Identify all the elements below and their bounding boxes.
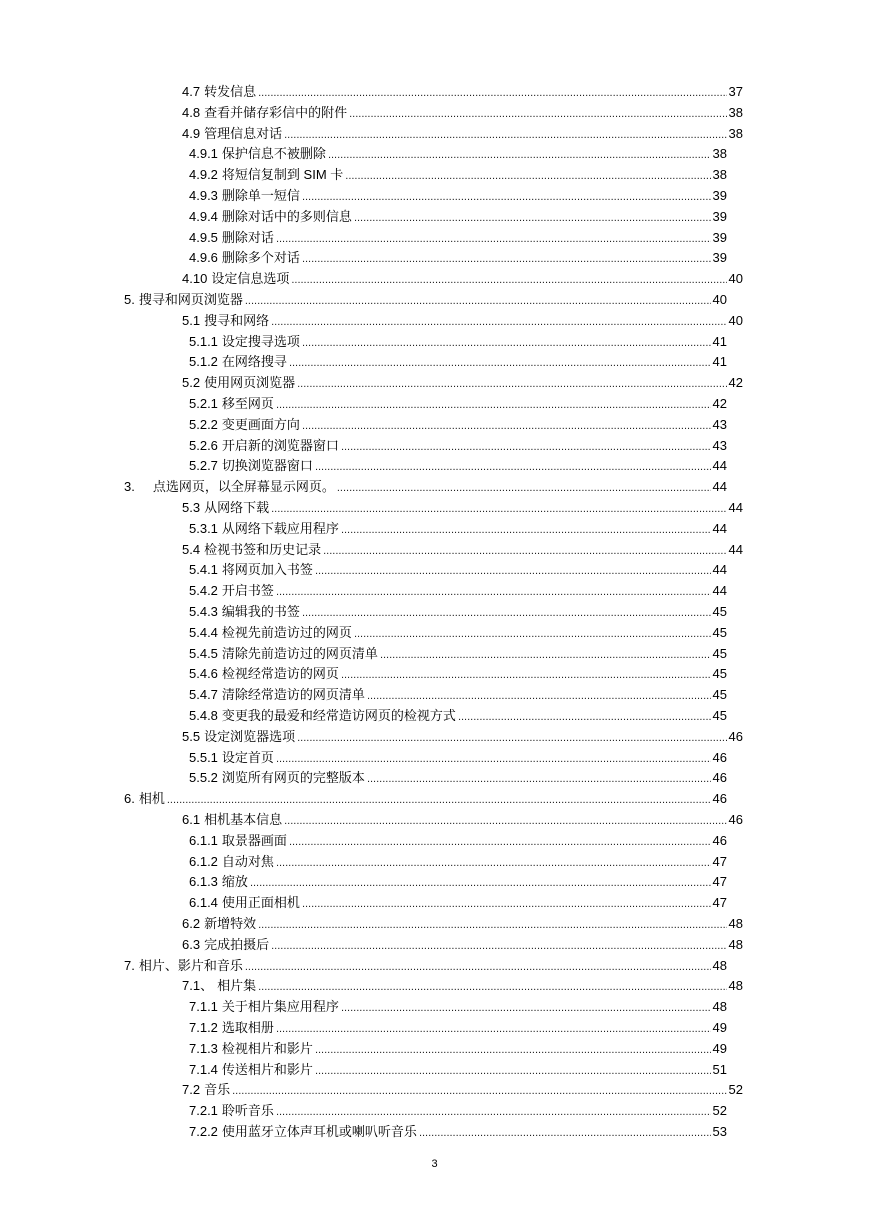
toc-entry[interactable] (124, 789, 727, 809)
toc-entry[interactable] (189, 623, 727, 643)
toc-entry-number: 6.1.4 (189, 895, 218, 911)
toc-entry-page: 48 (728, 978, 743, 994)
toc-entry[interactable] (182, 727, 743, 747)
toc-entry-title: 删除多个对话 (221, 250, 300, 266)
toc-entry[interactable] (189, 602, 727, 622)
toc-entry[interactable] (182, 914, 743, 934)
toc-entry[interactable] (189, 519, 727, 539)
toc-entry-title: 搜寻和网络 (204, 312, 270, 328)
toc-entry-number: 5.1.2 (189, 354, 218, 370)
toc-entry-title: 检视相片和影片 (221, 1040, 313, 1056)
toc-entry-number: 5.4.1 (189, 562, 218, 578)
dot-leader (349, 103, 726, 124)
dot-leader (291, 269, 726, 290)
toc-entry-page: 41 (712, 354, 727, 370)
toc-entry[interactable] (124, 290, 727, 310)
dot-leader (276, 228, 711, 249)
toc-entry[interactable] (189, 1060, 727, 1080)
dot-leader (328, 144, 711, 165)
toc-entry[interactable] (182, 373, 743, 393)
toc-entry-page: 45 (712, 687, 727, 703)
toc-entry-title: 传送相片和影片 (221, 1061, 313, 1077)
toc-entry-page: 49 (712, 1040, 727, 1056)
toc-entry-page: 46 (712, 749, 727, 765)
toc-entry-title: 从网络下载应用程序 (221, 520, 339, 536)
toc-entry[interactable] (189, 228, 727, 248)
dot-leader (315, 1039, 711, 1060)
dot-leader (276, 581, 711, 602)
toc-entry-page: 46 (728, 812, 743, 827)
dot-leader (345, 165, 710, 186)
toc-entry-title: 设定浏览器选项 (204, 728, 296, 744)
toc-entry-number: 5.5.1 (189, 749, 218, 765)
toc-entry-title: 设定首页 (221, 749, 274, 765)
toc-entry-number: 4.9 (182, 125, 201, 141)
dot-leader (297, 373, 726, 394)
toc-entry-number: 4.9.2 (189, 167, 218, 183)
toc-entry[interactable] (189, 352, 727, 372)
toc-entry[interactable] (189, 852, 727, 872)
dot-leader (302, 248, 711, 269)
toc-entry-title: 删除单一短信 (221, 188, 300, 203)
toc-entry[interactable] (189, 644, 727, 664)
toc-entry-page: 41 (712, 333, 727, 349)
toc-entry-title: 变更我的最爱和经常造访网页的检视方式 (221, 708, 456, 723)
toc-entry-number: 5.4.7 (189, 687, 218, 703)
toc-entry-page: 40 (728, 271, 743, 287)
toc-entry-title: 清除经常造访的网页清单 (221, 687, 365, 703)
toc-entry-page: 46 (712, 791, 727, 807)
toc-entry[interactable] (189, 1018, 727, 1038)
toc-entry[interactable] (189, 248, 727, 268)
toc-entry-title: 开启书签 (221, 583, 274, 599)
toc-entry[interactable] (189, 560, 727, 580)
dot-leader (276, 748, 711, 769)
toc-entry[interactable] (189, 394, 727, 414)
toc-entry-page: 38 (728, 125, 743, 141)
toc-entry[interactable] (189, 748, 727, 768)
dot-leader (284, 124, 726, 145)
dot-leader (284, 810, 726, 831)
toc-entry-title: 保护信息不被删除 (221, 146, 326, 162)
toc-entry-title: 设定搜寻选项 (221, 333, 300, 349)
toc-entry-page: 39 (712, 250, 727, 266)
dot-leader (380, 644, 711, 665)
toc-entry-page: 48 (712, 999, 727, 1015)
toc-entry-number: 5.4 (182, 541, 201, 557)
dot-leader (315, 1060, 711, 1081)
toc-entry-number: 7.1、 (182, 978, 214, 994)
page-number: 3 (431, 1158, 438, 1170)
toc-entry-number: 5.5.2 (189, 770, 218, 786)
toc-entry[interactable] (189, 706, 727, 726)
toc-entry-number: 5.5 (182, 728, 201, 744)
toc-entry-page: 44 (712, 520, 727, 536)
toc-entry-title: 检视经常造访的网页 (221, 666, 339, 682)
dot-leader (354, 623, 711, 644)
toc-entry-page: 43 (712, 437, 727, 453)
toc-entry-page: 46 (712, 770, 727, 786)
toc-entry[interactable] (189, 581, 727, 601)
toc-entry[interactable] (189, 831, 727, 851)
dot-leader (341, 997, 711, 1018)
toc-entry-page: 51 (712, 1061, 727, 1077)
toc-entry-page: 44 (712, 562, 727, 578)
toc-entry-page: 48 (728, 936, 743, 952)
dot-leader (302, 332, 711, 353)
toc-entry[interactable] (189, 872, 727, 892)
dot-leader (315, 456, 711, 477)
dot-leader (245, 290, 711, 311)
dot-leader (367, 685, 711, 706)
toc-entry-title: 清除先前造访过的网页清单 (221, 645, 378, 661)
toc-entry-title: 切换浏览器窗口 (221, 458, 313, 474)
toc-entry-page: 38 (712, 167, 727, 183)
toc-entry-page: 44 (728, 500, 743, 515)
toc-entry-title: 点选网页，以全屏幕显示网页。 (152, 479, 335, 495)
toc-entry-title: 变更画面方向 (221, 416, 300, 432)
toc-entry[interactable] (189, 893, 727, 913)
toc-entry[interactable] (182, 540, 743, 560)
toc-entry[interactable] (189, 165, 727, 185)
toc-entry-number: 4.9.1 (189, 146, 218, 162)
toc-entry-title: 检视书签和历史记录 (204, 541, 322, 557)
toc-entry[interactable] (189, 768, 727, 788)
dot-leader (302, 415, 711, 436)
toc-entry-number: 5.2.2 (189, 416, 218, 432)
toc-entry-page: 46 (728, 728, 743, 744)
dot-leader (276, 852, 711, 873)
toc-entry-number: 4.9.5 (189, 229, 218, 245)
toc-entry[interactable] (124, 956, 727, 976)
toc-entry-title: 相片集 (217, 978, 257, 994)
toc-entry[interactable] (182, 124, 743, 144)
toc-entry-page: 37 (728, 84, 743, 99)
toc-entry[interactable] (182, 82, 743, 102)
toc-entry-number: 6.1.2 (189, 853, 218, 869)
toc-entry[interactable] (182, 269, 743, 289)
toc-entry[interactable] (189, 664, 727, 684)
toc-entry-page: 44 (712, 458, 727, 474)
toc-entry-page: 44 (712, 583, 727, 599)
dot-leader (419, 1122, 711, 1143)
toc-entry-number: 4.9.3 (189, 188, 218, 203)
toc-entry[interactable] (124, 477, 727, 497)
toc-entry-title: 缩放 (221, 874, 248, 890)
toc-entry-title: 开启新的浏览器窗口 (221, 437, 339, 453)
toc-entry-number: 5.2.7 (189, 458, 218, 474)
toc-entry-page: 45 (712, 624, 727, 640)
dot-leader (297, 727, 726, 748)
toc-entry-title: 转发信息 (204, 84, 257, 99)
toc-entry-number: 6.1.3 (189, 874, 218, 890)
toc-entry-page: 47 (712, 895, 727, 911)
toc-entry-number: 4.9.4 (189, 208, 218, 224)
dot-leader (276, 1101, 711, 1122)
toc-entry-title: 取景器画面 (221, 832, 287, 848)
toc-entry-page: 42 (728, 375, 743, 391)
dot-leader (367, 768, 711, 789)
toc-entry-title: 选取相册 (221, 1020, 274, 1035)
toc-entry[interactable] (189, 456, 727, 476)
dot-leader (232, 1080, 726, 1101)
toc-entry-title: 查看并储存彩信中的附件 (204, 104, 348, 120)
toc-entry-title: 使用网页浏览器 (204, 375, 296, 391)
toc-entry-number: 7.1.1 (189, 999, 218, 1015)
toc-entry-title: 移至网页 (221, 396, 274, 411)
toc-entry-page: 49 (712, 1020, 727, 1035)
toc-entry-title: 使用蓝牙立体声耳机或喇叭听音乐 (221, 1124, 417, 1139)
dot-leader (302, 602, 711, 623)
toc-entry[interactable] (189, 685, 727, 705)
toc-entry-page: 48 (712, 957, 727, 973)
toc-entry-page: 40 (728, 312, 743, 328)
toc-entry-number: 6.2 (182, 916, 201, 931)
toc-entry-title: 浏览所有网页的完整版本 (221, 770, 365, 786)
toc-entry[interactable] (182, 498, 743, 518)
toc-entry-title: 将网页加入书签 (221, 562, 313, 578)
toc-entry-number: 5.3 (182, 500, 201, 515)
toc-entry-page: 52 (712, 1103, 727, 1119)
toc-entry-title: 设定信息选项 (211, 271, 290, 287)
toc-entry-page: 45 (712, 604, 727, 619)
dot-leader (258, 82, 726, 103)
toc-entry[interactable] (182, 103, 743, 123)
toc-entry-page: 48 (728, 916, 743, 931)
toc-entry[interactable] (182, 935, 743, 955)
toc-entry-title: 聆听音乐 (221, 1103, 274, 1119)
toc-entry-page: 43 (712, 416, 727, 432)
dot-leader (271, 935, 726, 956)
toc-entry[interactable] (189, 207, 727, 227)
toc-entry-title: 编辑我的书签 (221, 604, 300, 619)
dot-leader (271, 498, 726, 519)
dot-leader (276, 1018, 711, 1039)
toc-entry-page: 44 (728, 541, 743, 557)
toc-entry-number: 4.8 (182, 104, 201, 120)
toc-entry-title: 音乐 (204, 1082, 231, 1098)
toc-entry-number: 4.9.6 (189, 250, 218, 266)
toc-entry-page: 38 (728, 104, 743, 120)
toc-entry[interactable] (189, 186, 727, 206)
toc-entry-title: 完成拍摄后 (204, 936, 270, 952)
toc-entry-number: 4.10 (182, 271, 208, 287)
toc-entry-number: 7.2 (182, 1082, 201, 1098)
toc-entry-number: 5.2 (182, 375, 201, 391)
toc-entry-number: 5.4.8 (189, 708, 218, 723)
toc-entry-title: 关于相片集应用程序 (221, 999, 339, 1015)
dot-leader (276, 394, 711, 415)
toc-entry-title: 相机 (138, 791, 165, 807)
toc-entry-title: 将短信复制到 SIM 卡 (221, 167, 344, 183)
dot-leader (271, 311, 726, 332)
dot-leader (289, 352, 711, 373)
toc-entry-number: 5.4.3 (189, 604, 218, 619)
toc-entry-number: 7.1.3 (189, 1040, 218, 1056)
dot-leader (341, 519, 711, 540)
dot-leader (258, 914, 726, 935)
toc-entry-number: 5.4.2 (189, 583, 218, 599)
dot-leader (458, 706, 711, 727)
toc-entry-number: 5.3.1 (189, 520, 218, 536)
toc-entry[interactable] (189, 436, 727, 456)
toc-entry[interactable] (189, 144, 727, 164)
toc-entry-number: 4.7 (182, 84, 201, 99)
toc-entry-title: 检视先前造访过的网页 (221, 624, 352, 640)
toc-entry[interactable] (189, 997, 727, 1017)
dot-leader (167, 789, 711, 810)
toc-entry-page: 52 (728, 1082, 743, 1098)
toc-entry[interactable] (182, 976, 743, 996)
dot-leader (245, 956, 711, 977)
toc-entry-number: 6.1.1 (189, 832, 218, 848)
toc-entry-page: 53 (712, 1124, 727, 1139)
toc-entry-title: 搜寻和网页浏览器 (138, 292, 243, 307)
toc-entry-page: 45 (712, 666, 727, 682)
toc-entry[interactable] (189, 1101, 727, 1121)
toc-entry-page: 44 (712, 479, 727, 495)
toc-entry-page: 39 (712, 229, 727, 245)
dot-leader (354, 207, 711, 228)
toc-entry[interactable] (189, 415, 727, 435)
toc-entry-number: 6. (124, 791, 135, 807)
toc-entry-title: 删除对话 (221, 229, 274, 245)
toc-entry-number: 5.2.6 (189, 437, 218, 453)
toc-entry-number: 5.1 (182, 312, 201, 328)
toc-entry-page: 46 (712, 832, 727, 848)
toc-entry-title: 删除对话中的多则信息 (221, 208, 352, 224)
toc-entry-page: 45 (712, 708, 727, 723)
toc-entry-number: 7. (124, 957, 135, 973)
toc-entry-title: 在网络搜寻 (221, 354, 287, 370)
dot-leader (302, 186, 711, 207)
toc-entry-page: 47 (712, 853, 727, 869)
toc-entry[interactable] (189, 1122, 727, 1142)
toc-entry-page: 45 (712, 645, 727, 661)
dot-leader (323, 540, 726, 561)
toc-entry-number: 3. (124, 479, 135, 495)
dot-leader (302, 893, 711, 914)
toc-entry[interactable] (182, 1080, 743, 1100)
toc-entry-number: 6.1 (182, 812, 201, 827)
toc-entry-number: 6.3 (182, 936, 201, 952)
dot-leader (258, 976, 726, 997)
dot-leader (250, 872, 711, 893)
toc-entry-page: 47 (712, 874, 727, 890)
dot-leader (337, 477, 711, 498)
toc-entry-title: 管理信息对话 (204, 125, 283, 141)
toc-entry-title: 相片、影片和音乐 (138, 957, 243, 973)
toc-entry[interactable] (189, 1039, 727, 1059)
toc-entry[interactable] (189, 332, 727, 352)
toc-entry-number: 7.2.2 (189, 1124, 218, 1139)
toc-entry-title: 相机基本信息 (204, 812, 283, 827)
toc-entry-title: 从网络下载 (204, 500, 270, 515)
toc-entry-page: 38 (712, 146, 727, 162)
toc-entry-page: 39 (712, 188, 727, 203)
toc-entry-number: 5.4.4 (189, 624, 218, 640)
toc-entry[interactable] (182, 311, 743, 331)
toc-entry-page: 40 (712, 292, 727, 307)
toc-entry-number: 5. (124, 292, 135, 307)
toc-entry-number: 7.2.1 (189, 1103, 218, 1119)
toc-entry-number: 5.4.6 (189, 666, 218, 682)
toc-entry-number: 7.1.2 (189, 1020, 218, 1035)
toc-entry-number: 5.2.1 (189, 396, 218, 411)
dot-leader (341, 436, 711, 457)
toc-entry-number: 7.1.4 (189, 1061, 218, 1077)
toc-entry-title: 使用正面相机 (221, 895, 300, 911)
toc-entry-number: 5.1.1 (189, 333, 218, 349)
toc-entry-title: 自动对焦 (221, 853, 274, 869)
dot-leader (289, 831, 711, 852)
toc-entry-page: 39 (712, 208, 727, 224)
toc-entry-number: 5.4.5 (189, 645, 218, 661)
toc-entry[interactable] (182, 810, 743, 830)
dot-leader (341, 664, 711, 685)
dot-leader (315, 560, 711, 581)
toc-entry-title: 新增特效 (204, 916, 257, 931)
toc-entry-page: 42 (712, 396, 727, 411)
